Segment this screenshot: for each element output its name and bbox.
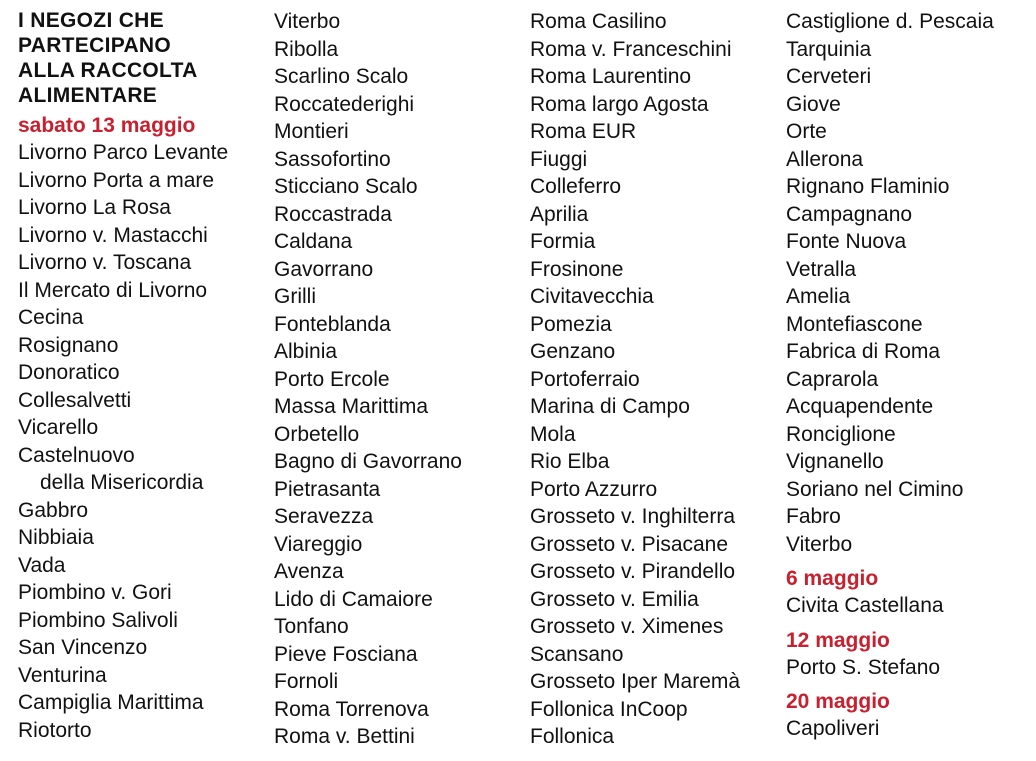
list-item: Ribolla xyxy=(274,37,339,61)
store-list-3 xyxy=(530,8,740,751)
list-item: Vetralla xyxy=(786,257,857,281)
list-item: Bagno di Gavorrano xyxy=(274,450,462,473)
list-item: Piombino Salivoli xyxy=(18,608,178,632)
list-item: Rignano Flaminio xyxy=(786,175,950,198)
date-heading: 12 maggio xyxy=(786,628,890,652)
list-item: Grosseto Iper Maremà xyxy=(530,670,741,693)
list-item: Mola xyxy=(530,422,576,446)
list-item: Marina di Campo xyxy=(530,395,690,418)
list-item: Caldana xyxy=(274,230,353,253)
list-item: Nibbiaia xyxy=(18,526,94,549)
list-item: Fiuggi xyxy=(530,147,588,171)
list-item: Avenza xyxy=(274,560,344,583)
list-item: Rosignano xyxy=(18,333,119,357)
list-item: Livorno v. Toscana xyxy=(18,251,192,274)
store-list-4 xyxy=(786,8,994,558)
column-2 xyxy=(274,8,462,751)
list-item: Rio Elba xyxy=(530,450,610,473)
list-item: Fonteblanda xyxy=(274,312,391,336)
list-item: Roma Laurentino xyxy=(530,65,692,88)
list-item: Orbetello xyxy=(274,422,360,446)
list-item: Castelnuovo xyxy=(18,443,135,467)
store-list-2 xyxy=(274,8,462,751)
list-item: Ronciglione xyxy=(786,422,896,446)
list-item: Roma Torrenova xyxy=(274,697,429,721)
list-item: Vada xyxy=(18,553,66,577)
list-item: Grosseto v. Inghilterra xyxy=(530,505,736,528)
list-item: Aprilia xyxy=(530,202,589,226)
list-item: Porto S. Stefano xyxy=(786,655,941,679)
list-item: San Vincenzo xyxy=(18,636,148,659)
list-item: Cerveteri xyxy=(786,65,872,88)
list-item: Roma v. Franceschini xyxy=(530,37,732,61)
list-item: Viterbo xyxy=(786,532,853,556)
list-item: Livorno Porta a mare xyxy=(18,168,215,192)
list-item: Fonte Nuova xyxy=(786,230,907,253)
list-item: Livorno La Rosa xyxy=(18,196,171,219)
column-4 xyxy=(786,8,994,743)
list-item: Pieve Fosciana xyxy=(274,642,418,666)
list-item: Livorno v. Mastacchi xyxy=(18,223,208,247)
list-item: Montefiascone xyxy=(786,312,923,336)
list-item: Venturina xyxy=(18,663,107,687)
list-item: Civitavecchia xyxy=(530,285,654,308)
list-item: Soriano nel Cimino xyxy=(786,477,964,501)
list-item: Viterbo xyxy=(274,10,341,33)
list-item-continuation: della Misericordia xyxy=(40,471,204,494)
column-3 xyxy=(530,8,740,751)
list-item: Viareggio xyxy=(274,532,363,556)
list-item: Roma EUR xyxy=(530,120,637,143)
list-item: Tarquinia xyxy=(786,37,872,61)
date-heading-main: sabato 13 maggio xyxy=(18,114,196,137)
date-heading: 20 maggio xyxy=(786,690,890,713)
list-item: Colleferro xyxy=(530,175,622,198)
date-heading: 6 maggio xyxy=(786,567,879,590)
column-1 xyxy=(18,8,228,744)
list-item: Fabro xyxy=(786,505,841,528)
list-item: Piombino v. Gori xyxy=(18,581,172,604)
list-item: Follonica InCoop xyxy=(530,697,688,721)
store-list-1 xyxy=(18,139,228,744)
list-item: Sticciano Scalo xyxy=(274,175,418,198)
list-item: Gavorrano xyxy=(274,257,374,281)
list-item: Massa Marittima xyxy=(274,395,429,418)
list-item: Seravezza xyxy=(274,505,374,528)
list-item: Roma largo Agosta xyxy=(530,92,709,116)
list-item: Acquapendente xyxy=(786,395,934,418)
list-item: Scansano xyxy=(530,642,624,666)
list-item: Albinia xyxy=(274,340,338,363)
list-item: Civita Castellana xyxy=(786,594,944,617)
list-item: Tonfano xyxy=(274,615,349,638)
list-item: Orte xyxy=(786,120,827,143)
list-item: Porto Ercole xyxy=(274,367,390,391)
list-item: Donoratico xyxy=(18,361,120,384)
list-item: Roccastrada xyxy=(274,202,392,226)
list-item: Caprarola xyxy=(786,367,879,391)
list-item: Scarlino Scalo xyxy=(274,65,409,88)
list-item: Sassofortino xyxy=(274,147,391,171)
list-item: Grilli xyxy=(274,285,316,308)
list-item: Genzano xyxy=(530,340,616,363)
list-item: Roma v. Bettini xyxy=(274,725,415,748)
list-item: Montieri xyxy=(274,120,349,143)
list-item: Riotorto xyxy=(18,718,92,742)
list-item: Vicarello xyxy=(18,416,99,439)
list-item: Grosseto v. Ximenes xyxy=(530,615,724,638)
list-item: Capoliveri xyxy=(786,717,880,740)
list-item: Frosinone xyxy=(530,257,624,281)
list-item: Grosseto v. Pisacane xyxy=(530,532,729,556)
list-item: Pietrasanta xyxy=(274,477,381,501)
list-item: Il Mercato di Livorno xyxy=(18,278,208,302)
list-item: Castiglione d. Pescaia xyxy=(786,10,994,33)
list-item: Livorno Parco Levante xyxy=(18,141,229,164)
list-item: Vignanello xyxy=(786,450,884,473)
list-item: Cecina xyxy=(18,306,84,329)
list-item: Campiglia Marittima xyxy=(18,691,204,714)
list-item: Portoferraio xyxy=(530,367,640,391)
list-item: Roma Casilino xyxy=(530,10,667,33)
page-title: I NEGOZI CHE PARTECIPANO ALLA RACCOLTA ALIMENTARE xyxy=(18,9,198,107)
list-item: Formia xyxy=(530,230,596,253)
list-item: Collesalvetti xyxy=(18,388,132,412)
list-item: Fornoli xyxy=(274,670,339,693)
list-item: Amelia xyxy=(786,285,851,308)
list-item: Campagnano xyxy=(786,202,913,226)
list-item: Gabbro xyxy=(18,498,89,522)
list-item: Allerona xyxy=(786,147,864,171)
list-item: Roccatederighi xyxy=(274,92,415,116)
list-item: Pomezia xyxy=(530,312,612,336)
list-item: Lido di Camaiore xyxy=(274,587,433,611)
list-item: Grosseto v. Emilia xyxy=(530,587,699,611)
list-item: Grosseto v. Pirandello xyxy=(530,560,736,583)
list-item: Giove xyxy=(786,92,841,116)
list-item: Fabrica di Roma xyxy=(786,340,941,363)
list-item: Porto Azzurro xyxy=(530,477,658,501)
list-item: Follonica xyxy=(530,725,615,748)
